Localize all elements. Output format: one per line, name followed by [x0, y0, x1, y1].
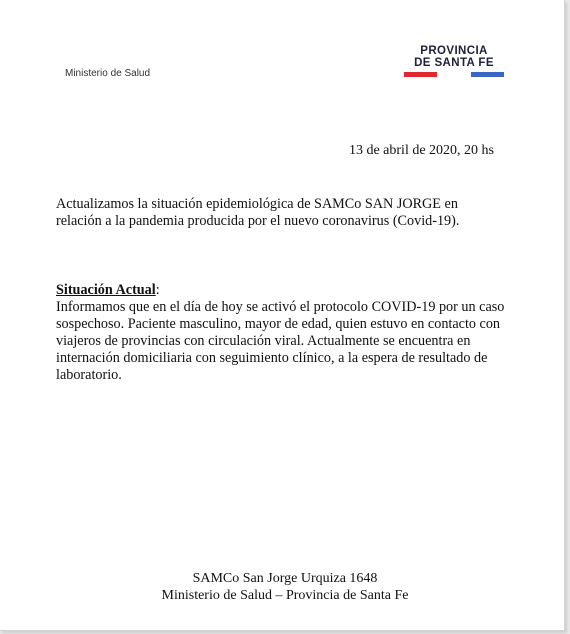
section-heading-colon: : [155, 282, 160, 298]
footer-ministry: Ministerio de Salud – Provincia de Santa Fe [161, 588, 409, 603]
document-footer [0, 570, 570, 604]
situation-section [56, 282, 516, 384]
section-body: Informamos que en el día de hoy se activó el protocolo COVID-19 por un caso sospechoso. Paciente masculino, mayor de edad, quien estuvo en contacto con viajeros de provincias con circulación viral. Actualmente se encuentra en internación domiciliaria con seguimiento clínico, a la espera de resultado de laboratorio. [56, 299, 505, 383]
flag-stripes [404, 72, 504, 77]
ministry-label: Ministerio de Salud [65, 68, 151, 79]
footer-address: SAMCo San Jorge Urquiza 1648 [192, 571, 378, 586]
section-heading: Situación Actual [56, 282, 156, 298]
logo-line-provincia: PROVINCIA [420, 45, 488, 57]
intro-paragraph: Actualizamos la situación epidemiológica de SAMCo SAN JORGE en relación a la pandemia producida por el nuevo coronavirus (Covid-19). [56, 196, 460, 229]
document-date: 13 de abril de 2020, 20 hs [348, 143, 494, 158]
logo-line-santa-fe: DE SANTA FE [414, 57, 494, 69]
province-logo [404, 45, 504, 77]
flag-blue-stripe [471, 72, 504, 77]
flag-red-stripe [404, 72, 437, 77]
